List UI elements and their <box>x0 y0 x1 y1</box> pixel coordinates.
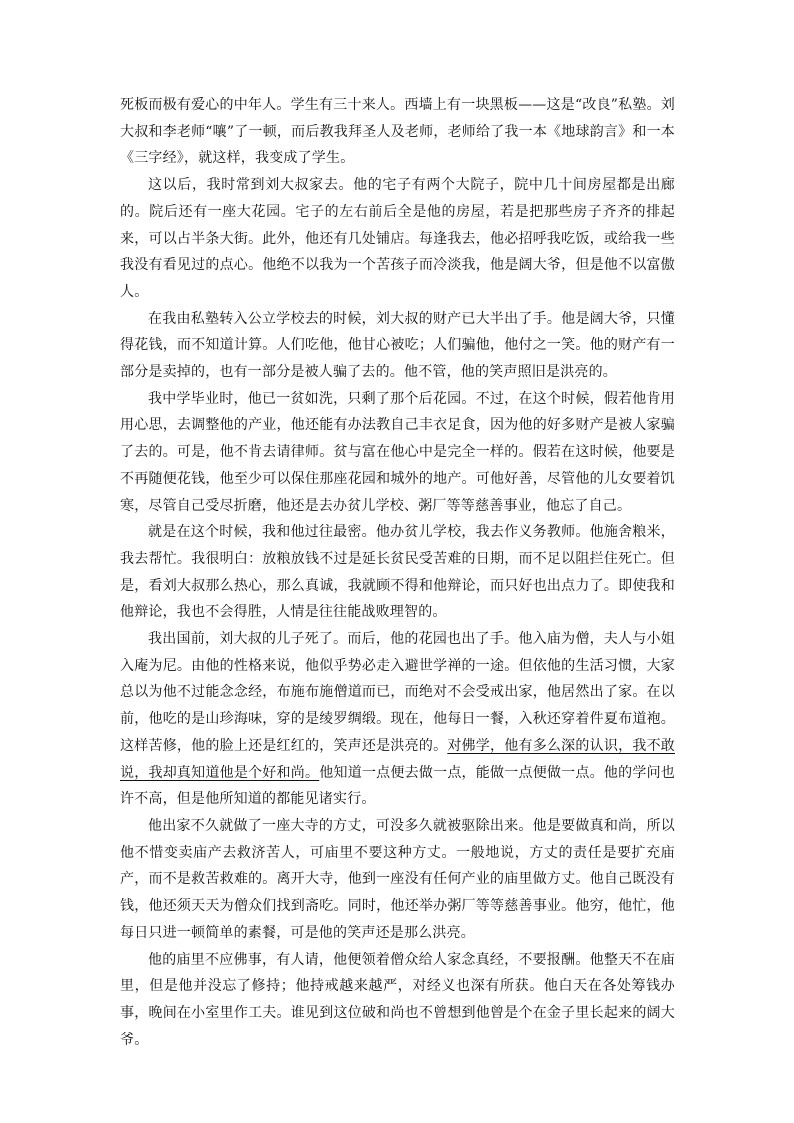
paragraph-text: 他知道一点便去做一点，能做一点便做一点。他的学问也许不高，但是他所知道的都能见诸实行。 <box>120 764 675 808</box>
document-body <box>120 92 675 1053</box>
paragraph-2 <box>120 172 675 306</box>
paragraph-7 <box>120 813 675 947</box>
paragraph-8 <box>120 947 675 1054</box>
paragraph-text: 死板而极有爱心的中年人。学生有三十来人。西墙上有一块黑板——这是“改良”私塾。刘大叔和李老师“嚷”了一顿，而后教我拜圣人及老师，老师给了我一本《地球韵言》和一本《三字经》，就这样，我变成了学生。 <box>120 97 675 167</box>
paragraph-text: 在我由私塾转入公立学校去的时候，刘大叔的财产已大半出了手。他是阔大爷，只懂得花钱，而不知道计算。人们吃他，他甘心被吃；人们骗他，他付之一笑。他的财产有一部分是卖掉的，也有一部分是被人骗了去的。他不管，他的笑声照旧是洪亮的。 <box>120 310 675 381</box>
paragraph-text: 这以后，我时常到刘大叔家去。他的宅子有两个大院子，院中几十间房屋都是出廊的。院后还有一座大花园。宅子的左右前后全是他的房屋，若是把那些房子齐齐的排起来，可以占半条大街。此外，他还有几处铺店。每逢我去，他必招呼我吃饭，或给我一些我没有看见过的点心。他绝不以我为一个苦孩子而冷淡我，他是阔大爷，但是他不以富傲人。 <box>120 177 675 300</box>
paragraph-text: 他的庙里不应佛事，有人请，他便领着僧众给人家念真经，不要报酬。他整天不在庙里，但是他并没忘了修持；他持戒越来越严，对经义也深有所获。他白天在各处筹钱办事，晚间在小室里作工夫。谁见到这位破和尚也不曾想到他曾是个在金子里长起来的阔大爷。 <box>120 951 675 1048</box>
paragraph-text: 他出家不久就做了一座大寺的方丈，可没多久就被驱除出来。他是要做真和尚，所以他不惜变卖庙产去救济苦人，可庙里不要这种方丈。一般地说，方丈的责任是要扩充庙产，而不是救苦救难的。离开大寺，他到一座没有任何产业的庙里做方丈。他自己既没有钱，他还须天天为僧众们找到斋吃。同时，他还举办粥厂等等慈善事业。他穷，他忙，他每日只进一顿简单的素餐，可是他的笑声还是那么洪亮。 <box>120 817 675 941</box>
paragraph-4 <box>120 386 675 520</box>
underlined-sentence: 对佛学，他有多么深的认识，我不敢说，我却真知道他是个好和尚。 <box>120 737 675 781</box>
paragraph-text: 我中学毕业时，他已一贫如洗，只剩了那个后花园。不过，在这个时候，假若他肯用用心思，去调整他的产业，他还能有办法教自己丰衣足食，因为他的好多财产是被人家骗了去的。可是，他不肯去请律师。贫与富在他心中是完全一样的。假若在这时候，他要是不再随便花钱，他至少可以保住那座花园和城外的地产。可他好善，尽管他的儿女要着饥寒，尽管自己受尽折磨，他还是去办贫儿学校、粥厂等等慈善事业，他忘了自己。 <box>120 390 675 514</box>
paragraph-5 <box>120 519 675 626</box>
paragraph-3 <box>120 306 675 386</box>
paragraph-6 <box>120 626 675 813</box>
paragraph-text: 我出国前，刘大叔的儿子死了。而后，他的花园也出了手。他入庙为僧，夫人与小姐入庵为尼。由他的性格来说，他似乎势必走入避世学禅的一途。但依他的生活习惯，大家总以为他不过能念念经，布施布施僧道而已，而绝对不会受戒出家，他居然出了家。在以前，他吃的是山珍海味，穿的是绫罗绸缎。现在，他每日一餐，入秋还穿着件夏布道袍。这样苦修，他的脸上还是红红的，笑声还是洪亮的。 <box>120 631 675 754</box>
paragraph-text: 就是在这个时候，我和他过往最密。他办贫儿学校，我去作义务教师。他施舍粮米，我去帮忙。我很明白：放粮放钱不过是延长贫民受苦难的日期，而不足以阻拦住死亡。但是，看刘大叔那么热心，那么真诚，我就顾不得和他辩论，而只好也出点力了。即使我和他辩论，我也不会得胜，人情是往往能战败理智的。 <box>120 524 675 621</box>
paragraph-1 <box>120 92 675 172</box>
